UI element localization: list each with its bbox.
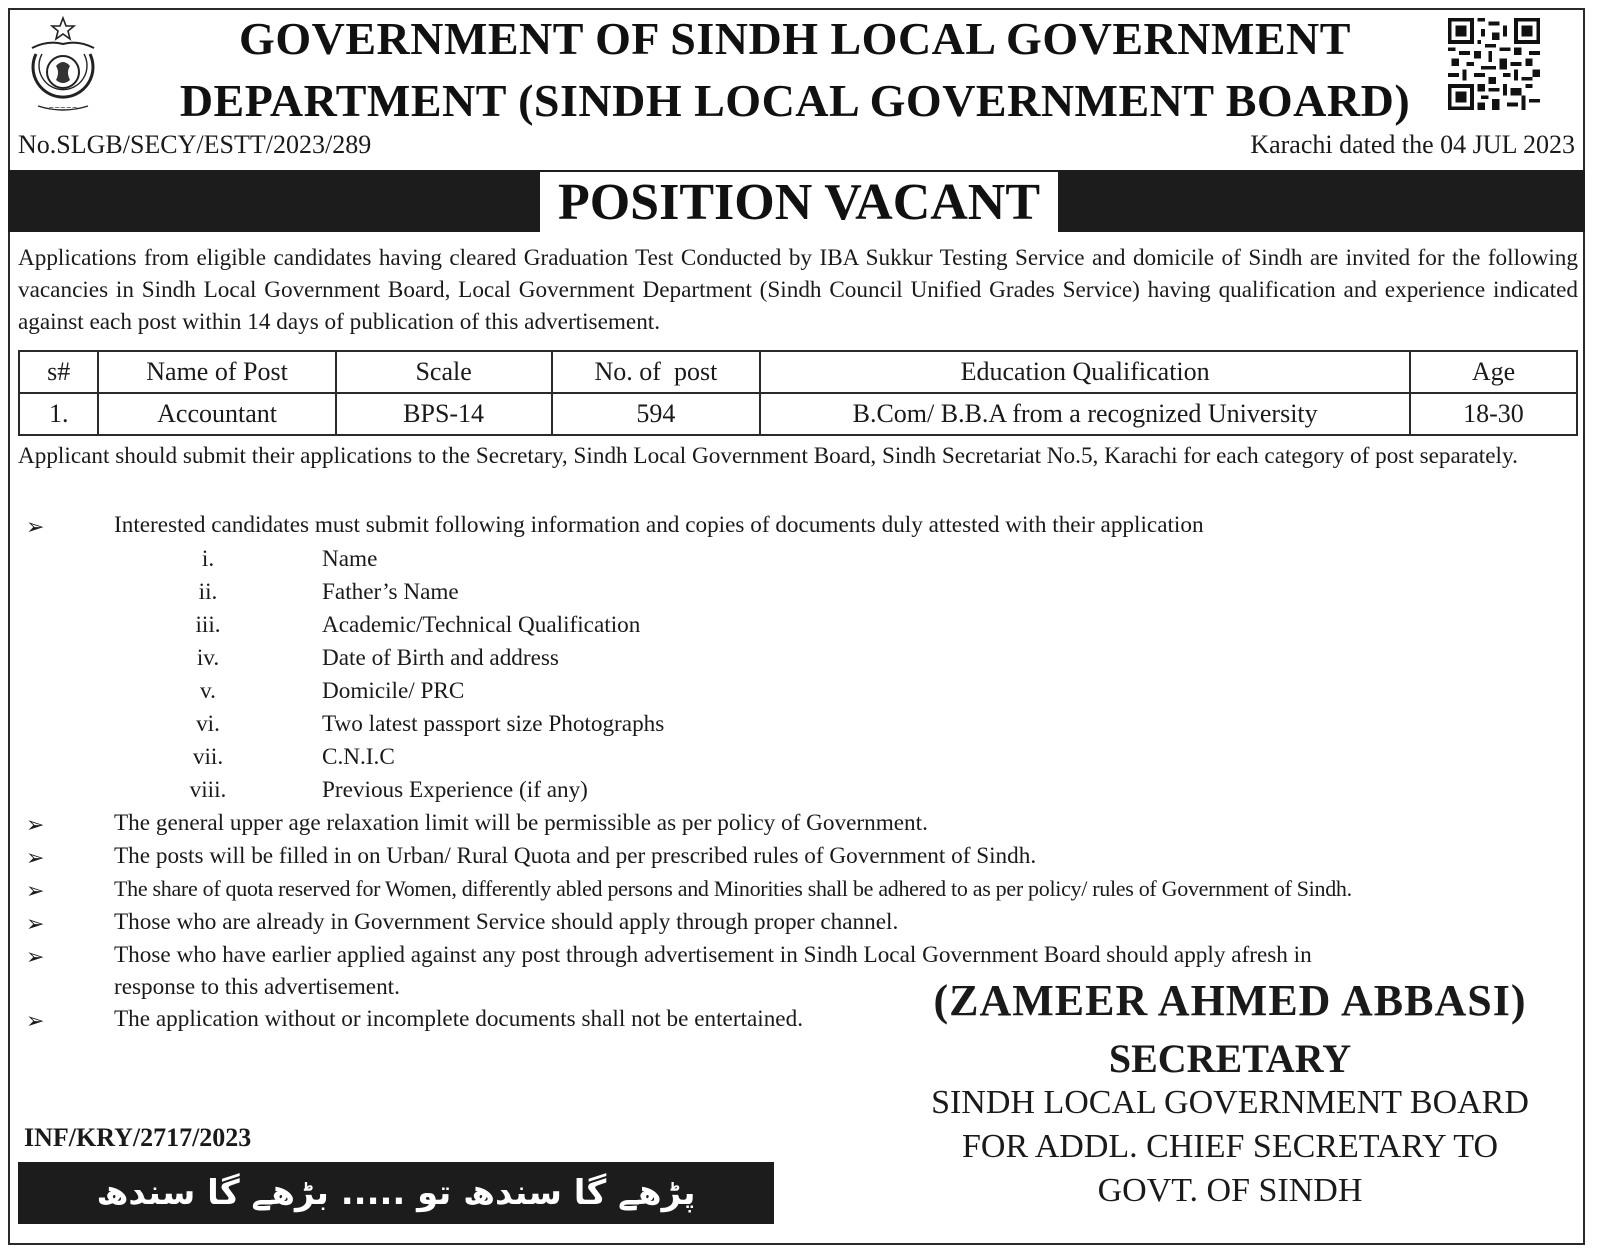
sindh-government-emblem-icon (18, 14, 108, 114)
table-cell: B.Com/ B.B.A from a recognized University (760, 393, 1410, 435)
bullet-item: The share of quota reserved for Women, differently abled persons and Minorities shall be adhered to as per policy/ rules of Government of Sindh. (114, 876, 1352, 901)
svg-text:~~~~~: ~~~~~ (48, 104, 78, 112)
list-number: vii. (192, 744, 224, 770)
table-cell: 1. (19, 393, 98, 435)
reference-number: No.SLGB/SECY/ESTT/2023/289 (18, 130, 372, 159)
list-item: Previous Experience (if any) (322, 777, 588, 803)
submission-instructions: Applicant should submit their applications to the Secretary, Sindh Local Government Board, Sindh Secretariat No.5, Karachi for each category of post separately. (18, 443, 1518, 469)
qr-code-icon (1448, 18, 1540, 110)
list-item: Name (322, 546, 378, 572)
list-item: Two latest passport size Photographs (322, 711, 665, 737)
list-number: iv. (196, 645, 220, 671)
column-header: No. of post (552, 351, 761, 393)
bullet-arrow-icon: ➢ (26, 1008, 45, 1033)
bullet-item: The general upper age relaxation limit will be permissible as per policy of Government. (114, 810, 928, 836)
list-item: C.N.I.C (322, 744, 395, 770)
list-number: vi. (196, 711, 220, 737)
list-number: v. (200, 678, 216, 704)
table-cell: 18-30 (1410, 393, 1577, 435)
bullet-item: Those who have earlier applied against any post through advertisement in Sindh Local Government Board should apply afresh in (114, 942, 1312, 968)
bullet-item: The application without or incomplete documents shall not be entertained. (114, 1006, 803, 1032)
signatory-office-line-1: SINDH LOCAL GOVERNMENT BOARD (931, 1084, 1529, 1121)
inf-number: INF/KRY/2717/2023 (24, 1123, 252, 1152)
column-header: Name of Post (98, 351, 335, 393)
list-number: i. (201, 546, 215, 572)
vacancy-table (18, 350, 1578, 436)
bullet-arrow-icon: ➢ (26, 911, 45, 936)
signatory-name: (ZAMEER AHMED ABBASI) (933, 976, 1527, 1025)
header-title-line-1: GOVERNMENT OF SINDH LOCAL GOVERNMENT (239, 13, 1351, 64)
signatory-office-line-3: GOVT. OF SINDH (1097, 1172, 1363, 1209)
list-item: Father’s Name (322, 579, 459, 605)
list-item: Domicile/ PRC (322, 678, 465, 704)
table-header-row (19, 351, 1577, 393)
column-header: Scale (336, 351, 552, 393)
bullet-arrow-icon: ➢ (26, 845, 45, 870)
list-item: Date of Birth and address (322, 645, 559, 671)
urdu-slogan-bar: پڑھے گا سندھ تو ..... بڑھے گا سندھ (18, 1162, 774, 1224)
bullet-item: Those who are already in Government Service should apply through proper channel. (114, 909, 899, 935)
bullet-arrow-icon: ➢ (26, 812, 45, 837)
bullet-item: Interested candidates must submit following information and copies of documents duly attested with their application (114, 512, 1204, 538)
column-header: s# (19, 351, 98, 393)
list-item: Academic/Technical Qualification (322, 612, 641, 638)
bullet-item: The posts will be filled in on Urban/ Rural Quota and per prescribed rules of Government of Sindh. (114, 843, 1037, 869)
position-vacant-heading: POSITION VACANT (540, 172, 1058, 234)
signatory-title: SECRETARY (1108, 1036, 1352, 1081)
list-number: ii. (198, 579, 218, 605)
column-header: Age (1410, 351, 1577, 393)
table-cell: 594 (552, 393, 761, 435)
list-number: viii. (189, 777, 227, 803)
header-title-line-2: DEPARTMENT (SINDH LOCAL GOVERNMENT BOARD) (179, 75, 1411, 126)
intro-paragraph: Applications from eligible candidates having cleared Graduation Test Conducted by IBA Sukkur Testing Service and domicile of Sindh are invited for the following vacancies in Sindh Local Government Board, Local Government Department (Sindh Council Unified Grades Service) having qualification and experience indicated against each post within 14 days of publication of this advertisement. (18, 245, 1578, 335)
signatory-office-line-2: FOR ADDL. CHIEF SECRETARY TO (961, 1128, 1498, 1165)
bullet-arrow-icon: ➢ (26, 514, 45, 539)
table-cell: BPS-14 (336, 393, 552, 435)
table-row (19, 393, 1577, 435)
bullet-arrow-icon: ➢ (26, 878, 45, 903)
issue-date: Karachi dated the 04 JUL 2023 (1250, 130, 1575, 159)
column-header: Education Qualification (760, 351, 1410, 393)
table-cell: Accountant (98, 393, 335, 435)
list-number: iii. (195, 612, 221, 638)
bullet-arrow-icon: ➢ (26, 944, 45, 969)
bullet-item-continuation: response to this advertisement. (114, 974, 400, 1000)
